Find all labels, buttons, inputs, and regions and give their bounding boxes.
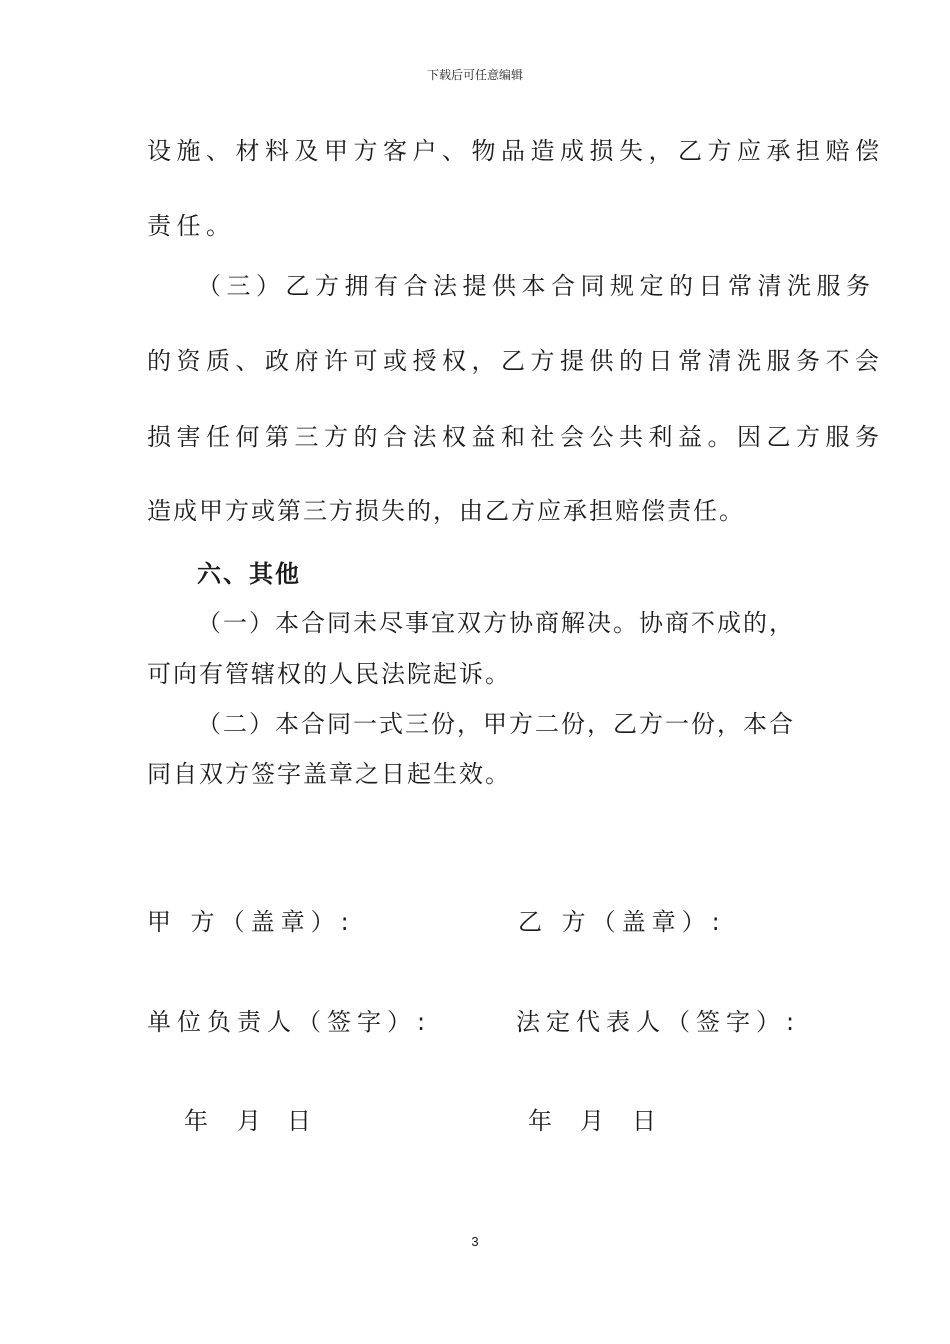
clause-2-line-2: 同自双方签字盖章之日起生效。	[147, 760, 511, 788]
party-b-date-month: 月	[580, 1107, 604, 1135]
paragraph-2-line-4: 造成甲方或第三方损失的，由乙方应承担赔偿责任。	[147, 497, 745, 525]
party-b-date-year: 年	[528, 1107, 552, 1135]
clause-1-line-1: （一）本合同未尽事宜双方协商解决。协商不成的，	[197, 609, 795, 637]
clause-2-line-1: （二）本合同一式三份，甲方二份，乙方一份，本合	[197, 710, 795, 738]
party-a-date-month: 月	[237, 1107, 261, 1135]
party-a-signer-label: 单位负责人（签字）:	[147, 1008, 432, 1036]
clause-1-line-2: 可向有管辖权的人民法院起诉。	[147, 660, 511, 688]
paragraph-1-line-1: 设施、材料及甲方客户、物品造成损失，乙方应承担赔偿	[147, 137, 885, 165]
paragraph-2-line-1: （三）乙方拥有合法提供本合同规定的日常清洗服务	[197, 272, 876, 300]
party-a-seal-label: 甲 方（盖章）:	[147, 908, 355, 936]
party-b-signer-label: 法定代表人（签字）:	[516, 1008, 801, 1036]
party-b-seal-label: 乙 方（盖章）:	[518, 908, 726, 936]
party-b-date-day: 日	[632, 1107, 656, 1135]
section-heading: 六、其他	[197, 560, 301, 588]
page-number: 3	[471, 1234, 479, 1249]
paragraph-1-line-2: 责任。	[147, 212, 236, 240]
party-a-date-year: 年	[184, 1107, 208, 1135]
paragraph-2-line-3: 损害任何第三方的合法权益和社会公共利益。因乙方服务	[147, 423, 885, 451]
paragraph-2-line-2: 的资质、政府许可或授权，乙方提供的日常清洗服务不会	[147, 347, 885, 375]
page-header-note: 下载后可任意编辑	[426, 68, 523, 82]
party-a-date-day: 日	[287, 1107, 311, 1135]
